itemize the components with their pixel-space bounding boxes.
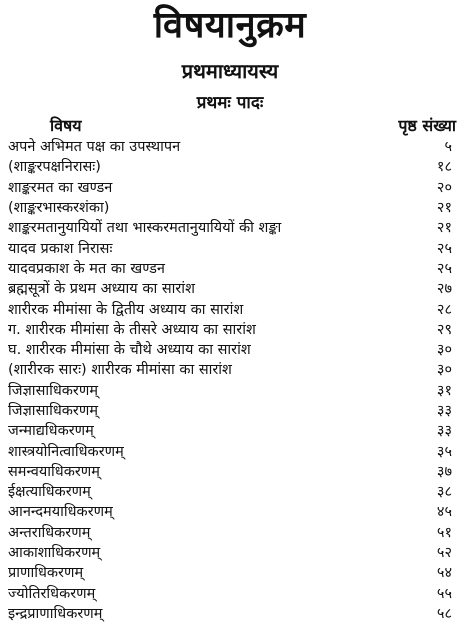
entry-page-number: ५ [444, 139, 452, 156]
list-item [8, 441, 452, 461]
list-item [8, 238, 452, 258]
entry-topic: शारीरक मीमांसा के द्वितीय अध्याय का सारांश [8, 301, 244, 318]
entry-topic: यादवप्रकाश के मत का खण्डन [8, 260, 165, 277]
entry-topic: अन्तराधिकरणम् [8, 524, 91, 541]
list-item [8, 299, 452, 319]
list-item [8, 543, 452, 563]
entry-page-number: ३० [436, 362, 452, 379]
list-item [8, 157, 452, 177]
entry-topic: जन्माद्यधिकरणम् [8, 423, 94, 440]
entry-page-number: ५१ [436, 524, 452, 541]
list-item [8, 563, 452, 583]
entry-topic: अपने अभिमत पक्ष का उपस्थापन [8, 139, 181, 156]
list-item [8, 279, 452, 299]
entry-topic: घ. शारीरक मीमांसा के चौथे अध्याय का सारांश [8, 342, 251, 359]
entry-page-number: ५४ [436, 565, 452, 582]
entry-topic: आकाशाधिकरणम् [8, 545, 101, 562]
entry-page-number: २१ [436, 220, 452, 237]
entry-page-number: २० [436, 179, 452, 196]
list-item [8, 137, 452, 157]
entry-topic: इन्द्रप्राणाधिकरणम् [8, 605, 103, 622]
entry-page-number: ३७ [436, 463, 452, 480]
page-column-header: पृष्ठ संख्या [398, 116, 456, 135]
entry-page-number: २५ [436, 240, 452, 257]
entry-page-number: २९ [436, 321, 452, 338]
entry-page-number: ३३ [436, 403, 452, 419]
entry-page-number: २८ [436, 301, 452, 318]
entry-page-number: ३८ [436, 484, 452, 501]
entry-topic: शाङ्करमतानुयायियों तथा भास्करमतानुयायियों की शङ्का [8, 220, 282, 237]
list-item [8, 482, 452, 502]
list-item [8, 604, 452, 624]
page-title: विषयानुक्रम [153, 4, 307, 46]
entry-topic: जिज्ञासाधिकरणम् [8, 403, 99, 419]
entry-topic: आनन्दमयाधिकरणम् [8, 504, 113, 521]
entry-topic: ज्योतिरधिकरणम् [8, 585, 96, 602]
entry-topic: समन्वयाधिकरणम् [8, 463, 100, 480]
entry-page-number: ३५ [436, 443, 452, 460]
list-item [8, 421, 452, 441]
list-item [8, 259, 452, 279]
list-item [8, 381, 452, 401]
list-item [8, 198, 452, 218]
entry-topic: (शाङ्करभास्करशंका) [8, 200, 110, 217]
entry-page-number: २१ [436, 200, 452, 217]
entry-page-number: ५२ [436, 545, 452, 562]
entry-page-number: ३० [436, 342, 452, 359]
chapter-heading: प्रथमाध्यायस्य [181, 59, 279, 83]
entry-page-number: ५५ [436, 585, 452, 602]
list-item [8, 178, 452, 198]
entry-topic: (शारीरक सारः) शारीरक मीमांसा का सारांश [8, 362, 232, 379]
list-item [8, 584, 452, 604]
entry-page-number: २७ [436, 281, 452, 298]
entry-page-number: ५८ [436, 605, 452, 622]
list-item [8, 401, 452, 421]
section-heading: प्रथमः पादः [196, 93, 264, 113]
entry-topic: शाङ्करमत का खण्डन [8, 179, 113, 196]
entry-page-number: ३३ [436, 423, 452, 440]
contents-list [8, 137, 452, 624]
list-item [8, 360, 452, 380]
list-item [8, 502, 452, 522]
entry-topic: (शाङ्करपक्षनिरासः) [8, 159, 101, 176]
entry-topic: प्राणाधिकरणम् [8, 565, 84, 582]
entry-page-number: ३१ [436, 382, 452, 399]
entry-page-number: २५ [436, 260, 452, 277]
list-item [8, 523, 452, 543]
list-item [8, 462, 452, 482]
entry-topic: यादव प्रकाश निरासः [8, 240, 113, 257]
entry-topic: ब्रह्मसूत्रों के प्रथम अध्याय का सारांश [8, 281, 195, 298]
list-item [8, 218, 452, 238]
entry-topic: ग. शारीरक मीमांसा के तीसरे अध्याय का सारांश [8, 321, 256, 338]
list-item [8, 340, 452, 360]
topic-column-header: विषय [50, 116, 82, 135]
entry-topic: ईक्षत्याधिकरणम् [8, 484, 91, 501]
entry-topic: शास्त्रयोनित्वाधिकरणम् [8, 443, 124, 460]
entry-topic: जिज्ञासाधिकरणम् [8, 382, 99, 399]
entry-page-number: १८ [436, 159, 452, 176]
list-item [8, 320, 452, 340]
entry-page-number: ४५ [436, 504, 452, 521]
